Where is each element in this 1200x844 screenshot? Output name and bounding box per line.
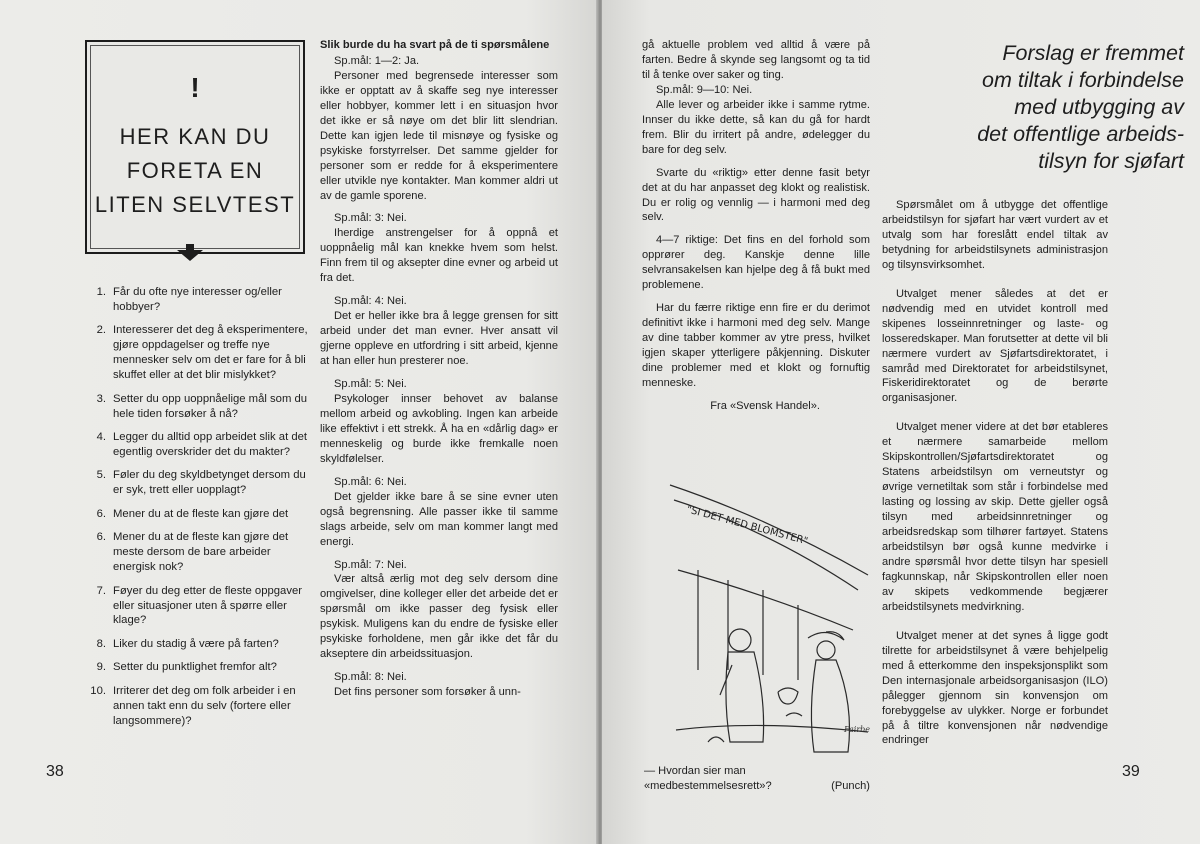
answer-text: Det er heller ikke bra å legge grensen for sitt arbeid under det man evner. Hver ansatt vil gjerne oppleve en utfordring i sitt arbeid, kjenne at han eller hun presterer noe.	[320, 310, 558, 368]
question-number: 3.	[96, 392, 106, 405]
body-paragraph: Utvalget mener at det synes å ligge godt tilrette for arbeidstilsynet å være behjelpelig med å etterkomme den inspeksjonsplikt som Den internasjonale arbeidsorganisasjon (ILO) pålegger gjennom sin konvensjon om forebyggelse av ulykker. Norge er forbundet på å tiltre konvensjonen når nødvendige endringer	[882, 629, 1108, 747]
cartoon-caption-source: (Punch)	[831, 780, 870, 792]
answer-label: Sp.mål: 1—2: Ja.	[334, 54, 420, 67]
question-text: Føler du deg skyldbetynget dersom du er syk, trett eller uopplagt?	[113, 469, 306, 497]
body-paragraph: 4—7 riktige: Det fins en del forhold som opprører deg. Kanskje denne lille selvransakelsen kan hjelpe deg å få bukt med problemene.	[642, 234, 870, 292]
article-title-line: om tiltak i forbindelse	[982, 68, 1184, 92]
cartoon-signature: Fairbe	[844, 725, 871, 734]
question-number: 6.	[96, 531, 106, 544]
question-item	[86, 430, 308, 460]
question-text: Liker du stadig å være på farten?	[113, 637, 279, 650]
answer-text: Psykologer innser behovet av balanse mellom arbeid og avkobling. Ingen kan arbeide like effektivt i ett strekk. Å ha en «dårlig dag» er menneskelig og burde ikke fremkalle noen skyldfølelser.	[320, 392, 558, 465]
cartoon-sign-text: "SI DET MED BLOMSTER"	[685, 504, 809, 548]
question-text: Mener du at de fleste kan gjøre det	[113, 507, 289, 520]
right-page	[602, 0, 1200, 844]
page-number-left: 38	[46, 763, 64, 780]
article-column	[882, 198, 1108, 756]
body-paragraph: Svarte du «riktig» etter denne fasit betyr det at du har anpasset deg klokt og realistisk. Du er rolig og vennlig — i harmoni med deg selv.	[642, 166, 870, 224]
left-page	[0, 0, 598, 844]
answer-label: Sp.mål: 3: Nei.	[334, 212, 407, 225]
continued-answers-column	[642, 38, 870, 422]
down-arrow-icon	[177, 250, 203, 261]
selftest-title-line: HER KAN DU	[119, 124, 271, 149]
question-list	[86, 285, 308, 737]
selftest-title-line: LITEN SELVTEST	[94, 192, 296, 217]
question-number: 5.	[96, 469, 106, 482]
answer-label: Sp.mål: 9—10: Nei.	[656, 83, 753, 96]
article-title-line: med utbygging av	[1014, 95, 1184, 119]
question-item	[86, 285, 308, 315]
question-item	[86, 637, 308, 652]
question-text: Mener du at de fleste kan gjøre det meste dersom de bare arbeider energisk nok?	[113, 531, 289, 574]
body-paragraph: Utvalget mener således at det er nødvendig med en utvidet kontroll med skipenes losseinnretninger og laste- og losseredskaper. Man forutsetter at dette vil bli nærmere vurdert av Sjøfartsdirektoratet, i samråd med Direktoratet for arbeidstilsynet, Fiskeridirektoratet og de berørte organisasjoner.	[882, 287, 1108, 405]
answers-column	[320, 38, 558, 708]
question-item	[86, 392, 308, 422]
article-title-line: tilsyn for sjøfart	[1038, 149, 1184, 173]
question-number: 8.	[96, 637, 106, 650]
selftest-title-box	[85, 40, 305, 254]
answer-label: Sp.mål: 5: Nei.	[334, 378, 407, 391]
question-item	[86, 584, 308, 629]
question-item	[86, 468, 308, 498]
question-number: 7.	[96, 584, 106, 597]
body-paragraph: Utvalget mener videre at det bør etableres et nærmere samarbeide mellom Skipskontrollen/Sjøfartsdirektoratet og Statens arbeidstilsyn om verneutstyr og øvrige vernetiltak som står i forbindelse med lasting og lossing av skip. Dette gjeller også tilsyn med arbeidsinnretninger og arbeidsredskap som tilhører fartøyet. Statens arbeidstilsyn bør også kunne medvirke i andre spørsmål hvor dette tilsyn har spesiell fagkunnskap, når Skipskontrollen eller noen av skipets vedkommende begjærer arbeidstilsynets medvirkning.	[882, 421, 1108, 613]
cartoon-caption-text: — Hvordan sier man «medbestemmelsesrett»?	[644, 765, 772, 792]
cartoon-caption	[644, 764, 870, 794]
answer-label: Sp.mål: 6: Nei.	[334, 475, 407, 488]
answer-text: Vær altså ærlig mot deg selv dersom dine omgivelser, dine kolleger eller det arbeide det er spørsmål om ikke passer deg fysisk eller psykisk. Muligens kan du endre de fysiske eller psykiske forholdene, men går ikke det får du akseptere din arbeidssituasjon.	[320, 573, 558, 661]
answer-text: Det gjelder ikke bare å se sine evner uten også begrensning. Alle passer ikke til samme slags arbeide, selv om man kommer langt med energi.	[320, 490, 558, 548]
exclamation-mark: !	[190, 72, 200, 103]
question-text: Setter du opp uoppnåelige mål som du hele tiden forsøker å nå?	[113, 392, 308, 420]
selftest-title	[87, 120, 303, 222]
question-item	[86, 660, 308, 675]
selftest-title-line: FORETA EN	[126, 158, 264, 183]
question-text: Føyer du deg etter de fleste oppgaver eller situasjoner uten å spørre eller klage?	[113, 584, 303, 627]
cartoon-illustration	[668, 480, 872, 760]
question-text: Interesserer det deg å eksperimentere, gjøre oppdagelser og treffe nye mennesker selv om det er fare for å bli skuffet eller at det blir mislykket?	[113, 324, 308, 382]
article-title-line: Forslag er fremmet	[1002, 41, 1184, 65]
answer-text: Det fins personer som forsøker å unn-	[334, 686, 521, 699]
article-title-line: det offentlige arbeids-	[977, 122, 1184, 146]
question-item	[86, 530, 308, 575]
question-text: Irriterer det deg om folk arbeider i en annen takt enn du selv (fortere eller langsommere)?	[113, 684, 296, 727]
question-number: 4.	[96, 431, 106, 444]
answer-label: Sp.mål: 4: Nei.	[334, 295, 407, 308]
page-number-right: 39	[1122, 763, 1140, 780]
question-item	[86, 323, 308, 383]
question-number: 6.	[96, 507, 106, 520]
answers-heading: Slik burde du ha svart på de ti spørsmålene	[320, 39, 550, 51]
question-item	[86, 684, 308, 729]
question-number: 9.	[96, 661, 106, 674]
question-number: 1.	[96, 286, 106, 298]
article-title	[872, 40, 1184, 175]
body-paragraph: Har du færre riktige enn fire er du derimot definitivt ikke i harmoni med deg selv. Mange av dine tabber kommer av ytre press, hvilket igjen skaper ytterligere påkjenning. Diskuter dine problemer med et klokt og fornuftig menneske.	[642, 302, 870, 390]
answer-label: Sp.mål: 8: Nei.	[334, 671, 407, 684]
question-text: Får du ofte nye interesser og/eller hobbyer?	[113, 286, 282, 313]
body-paragraph: Spørsmålet om å utbygge det offentlige arbeidstilsyn for sjøfart har vært vurdert av et utvalg som har foreslått endel tiltak av betydning for arbeidstilsynets administrasjon og tilsynsvirksomhet.	[882, 199, 1108, 271]
question-text: Legger du alltid opp arbeidet slik at det egentlig overskrider det du makter?	[113, 431, 308, 458]
body-paragraph: Alle lever og arbeider ikke i samme rytme. Innser du ikke dette, så kan du gå for hardt frem. Blir du irritert på andre, ødelegger du bare for deg selv.	[642, 98, 870, 156]
answer-label: Sp.mål: 7: Nei.	[334, 558, 407, 571]
body-paragraph: gå aktuelle problem ved alltid å være på farten. Bedre å skynde seg langsomt og ta tid til å tenke over saker og ting.	[642, 39, 870, 81]
answer-text: Iherdige anstrengelser for å oppnå et uoppnåelig mål kan knekke hvem som helst. Finn frem til og aksepter dine evner og arbeid ut fra det.	[320, 227, 558, 285]
question-number: 2.	[96, 324, 106, 337]
question-text: Setter du punktlighet fremfor alt?	[113, 661, 277, 674]
question-number: 10.	[90, 684, 106, 697]
article-source: Fra «Svensk Handel».	[710, 399, 820, 412]
question-item	[86, 507, 308, 522]
answer-text: Personer med begrensede interesser som ikke er opptatt av å skaffe seg nye interesser eller hobbyer, kommer lett i en situasjon hvor det ikke er så nøye om det blir litt slendrian. Dette kan igjen lede til misnøye og fysiske og psykiske forstyrrelser. Det samme gjelder for personer som er redde for å eksperimentere eller utvikle nye kontakter. Man kommer aldri ut av de gamle sporene.	[320, 69, 558, 202]
